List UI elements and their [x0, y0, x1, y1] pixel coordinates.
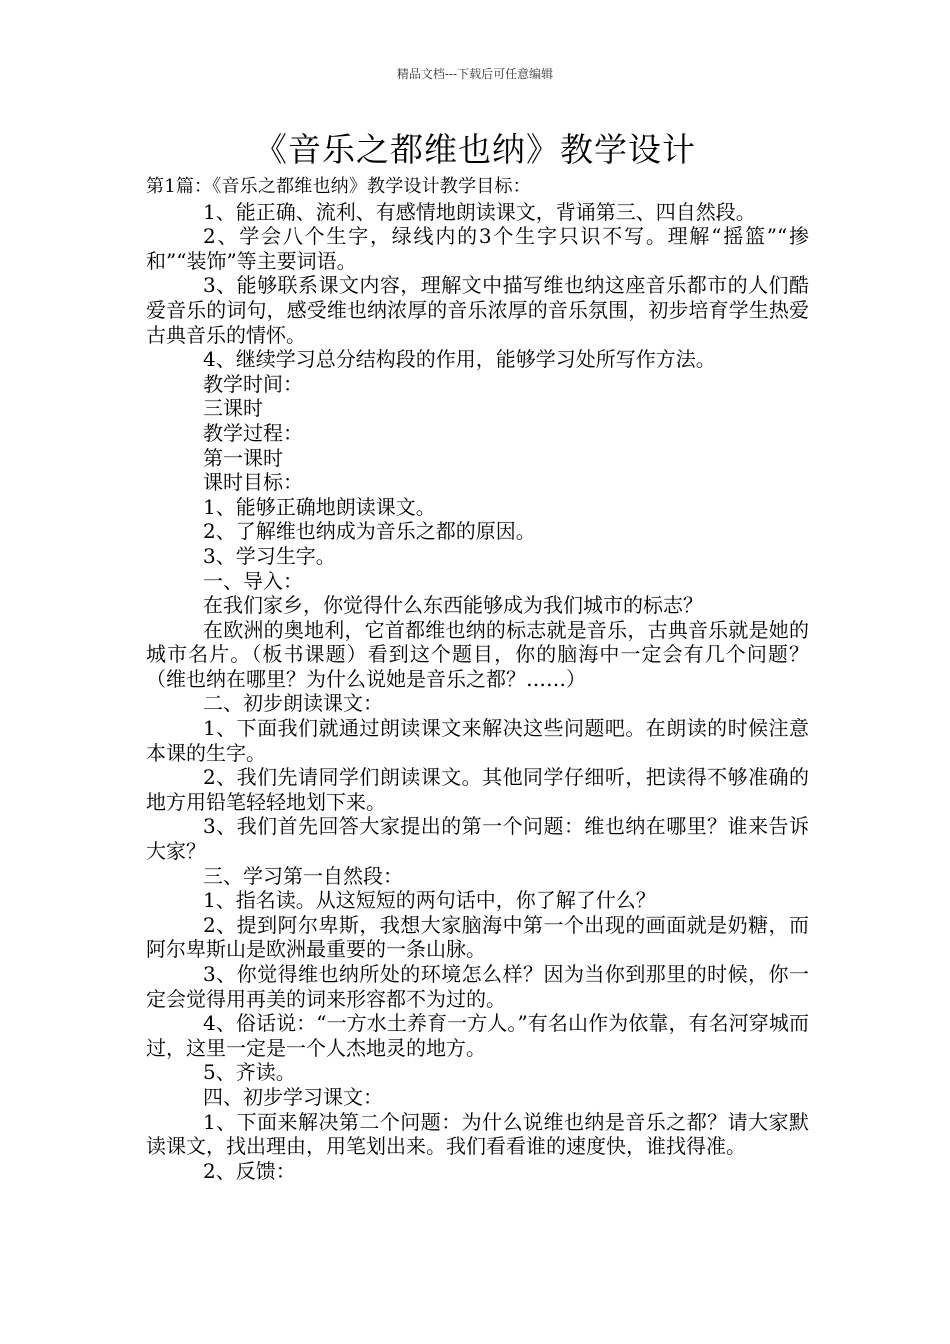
- paragraph: 第1篇：《音乐之都维也纳》教学设计教学目标：: [146, 176, 531, 197]
- paragraph: 5、齐读。: [203, 1060, 296, 1085]
- document-title: 《音乐之都维也纳》教学设计: [254, 130, 696, 169]
- header-note: 精品文档---下载后可任意编辑: [396, 67, 554, 81]
- paragraph: 4、继续学习总分结构段的作用，能够学习处所写作方法。: [203, 347, 716, 372]
- paragraph: 1、下面我们就通过朗读课文来解决这些问题吧。在朗读的时候注意本课的生字。: [146, 716, 809, 765]
- paragraph: 在欧洲的奥地利，它首都维也纳的标志就是音乐，古典音乐就是她的城市名片。（板书课题）看到这个题目，你的脑海中一定会有几个问题？（维也纳在哪里？为什么说她是音乐之都？……）: [146, 617, 809, 691]
- paragraph: 1、能够正确地朗读课文。: [203, 494, 436, 519]
- paragraph: 2、提到阿尔卑斯，我想大家脑海中第一个出现的画面就是奶糖，而阿尔卑斯山是欧洲最重要的一条山脉。: [146, 912, 809, 962]
- paragraph: 教学过程：: [203, 420, 303, 445]
- paragraph: 2、我们先请同学们朗读课文。其他同学仔细听，把读得不够准确的地方用铅笔轻轻地划下来。: [146, 765, 809, 814]
- paragraph: 4、俗话说：“一方水土养育一方人。”有名山作为依靠，有名河穿城而过，这里一定是一个人杰地灵的地方。: [146, 1011, 809, 1060]
- paragraph: 1、下面来解决第二个问题：为什么说维也纳是音乐之都？请大家默读课文，找出理由，用笔划出来。我们看看谁的速度快，谁找得准。: [146, 1109, 809, 1159]
- paragraph: 四、初步学习课文：: [203, 1084, 383, 1109]
- paragraph: 第一课时: [203, 445, 283, 470]
- paragraph: 2、了解维也纳成为音乐之都的原因。: [203, 519, 536, 544]
- paragraph: 三、学习第一自然段：: [203, 863, 403, 888]
- paragraph: 课时目标：: [203, 470, 303, 495]
- paragraph: 3、你觉得维也纳所处的环境怎么样？因为当你到那里的时候，你一定会觉得用再美的词来形容都不为过的。: [146, 962, 809, 1011]
- paragraph: 教学时间：: [203, 371, 303, 396]
- paragraph: 在我们家乡，你觉得什么东西能够成为我们城市的标志？: [203, 593, 703, 618]
- paragraph: 1、能正确、流利、有感情地朗读课文，背诵第三、四自然段。: [203, 199, 756, 224]
- paragraph: 3、我们首先回答大家提出的第一个问题：维也纳在哪里？谁来告诉大家？: [146, 814, 809, 864]
- paragraph: 3、能够联系课文内容，理解文中描写维也纳这座音乐都市的人们酷爱音乐的词句，感受维也纳浓厚的音乐浓厚的音乐氛围，初步培育学生热爱古典音乐的情怀。: [146, 273, 809, 347]
- paragraph: 3、学习生字。: [203, 543, 336, 568]
- paragraph: 1、指名读。从这短短的两句话中，你了解了什么？: [203, 888, 656, 913]
- paragraph: 一、导入：: [203, 568, 303, 593]
- paragraph: 二、初步朗读课文：: [203, 691, 383, 716]
- paragraph: 2、反馈：: [203, 1158, 296, 1183]
- document-body: [146, 175, 809, 1183]
- paragraph: 2、学会八个生字，绿线内的3个生字只识不写。理解“摇篮”“掺和”“装饰”等主要词语。: [146, 224, 809, 273]
- paragraph: 三课时: [203, 396, 263, 421]
